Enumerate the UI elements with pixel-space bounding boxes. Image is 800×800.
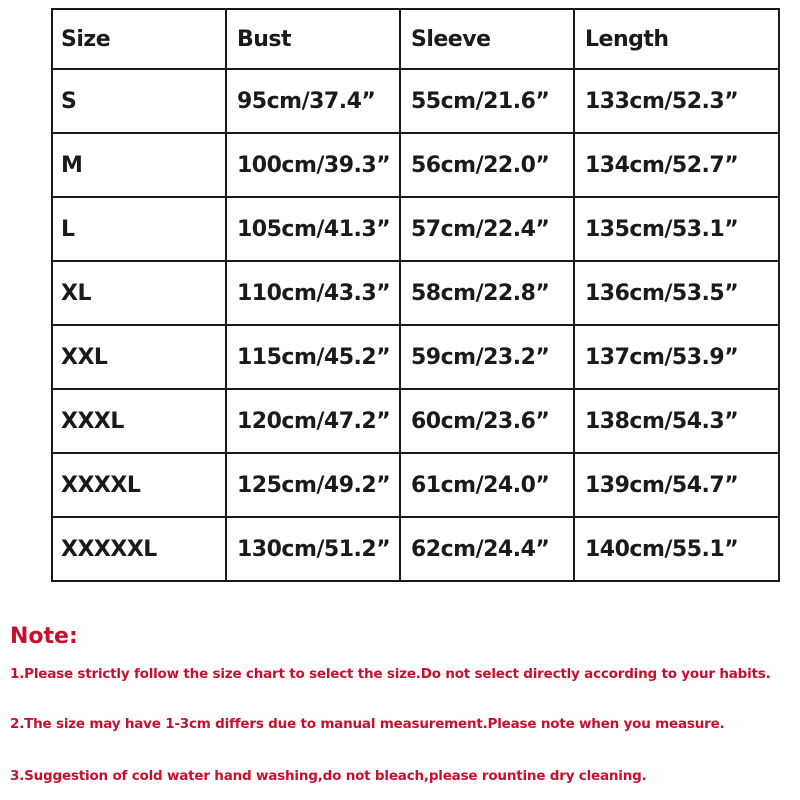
sleeve-cell: 56cm/22.0” (400, 133, 574, 197)
notes-section (10, 622, 795, 786)
size-cell: XXXL (52, 389, 226, 453)
table-header-row (52, 9, 779, 69)
sleeve-cell: 55cm/21.6” (400, 69, 574, 133)
note-title: Note: (10, 624, 78, 649)
table-row (52, 389, 779, 453)
sleeve-cell: 62cm/24.4” (400, 517, 574, 581)
note-item-2: 2.The size may have 1-3cm differs due to manual measurement.Please note when you measure. (10, 716, 725, 732)
table-row (52, 69, 779, 133)
size-chart-table (51, 8, 780, 582)
sleeve-cell: 57cm/22.4” (400, 197, 574, 261)
length-cell: 133cm/52.3” (574, 69, 779, 133)
sleeve-cell: 61cm/24.0” (400, 453, 574, 517)
bust-cell: 110cm/43.3” (226, 261, 400, 325)
size-cell: XL (52, 261, 226, 325)
bust-cell: 130cm/51.2” (226, 517, 400, 581)
size-cell: XXXXL (52, 453, 226, 517)
table-row (52, 453, 779, 517)
sleeve-cell: 58cm/22.8” (400, 261, 574, 325)
size-cell: S (52, 69, 226, 133)
header-bust: Bust (226, 9, 400, 69)
table-row (52, 325, 779, 389)
table-row (52, 261, 779, 325)
length-cell: 136cm/53.5” (574, 261, 779, 325)
bust-cell: 125cm/49.2” (226, 453, 400, 517)
bust-cell: 105cm/41.3” (226, 197, 400, 261)
length-cell: 138cm/54.3” (574, 389, 779, 453)
bust-cell: 95cm/37.4” (226, 69, 400, 133)
header-size: Size (52, 9, 226, 69)
length-cell: 137cm/53.9” (574, 325, 779, 389)
sleeve-cell: 60cm/23.6” (400, 389, 574, 453)
size-cell: XXL (52, 325, 226, 389)
note-item-1: 1.Please strictly follow the size chart to select the size.Do not select directly according to your habits. (10, 666, 771, 682)
size-cell: M (52, 133, 226, 197)
bust-cell: 100cm/39.3” (226, 133, 400, 197)
length-cell: 139cm/54.7” (574, 453, 779, 517)
table-row (52, 197, 779, 261)
table-row (52, 133, 779, 197)
bust-cell: 115cm/45.2” (226, 325, 400, 389)
length-cell: 135cm/53.1” (574, 197, 779, 261)
header-length: Length (574, 9, 779, 69)
note-item-3: 3.Suggestion of cold water hand washing,do not bleach,please rountine dry cleaning. (10, 768, 647, 784)
table-row (52, 517, 779, 581)
size-cell: XXXXXL (52, 517, 226, 581)
sleeve-cell: 59cm/23.2” (400, 325, 574, 389)
size-cell: L (52, 197, 226, 261)
bust-cell: 120cm/47.2” (226, 389, 400, 453)
length-cell: 134cm/52.7” (574, 133, 779, 197)
length-cell: 140cm/55.1” (574, 517, 779, 581)
header-sleeve: Sleeve (400, 9, 574, 69)
